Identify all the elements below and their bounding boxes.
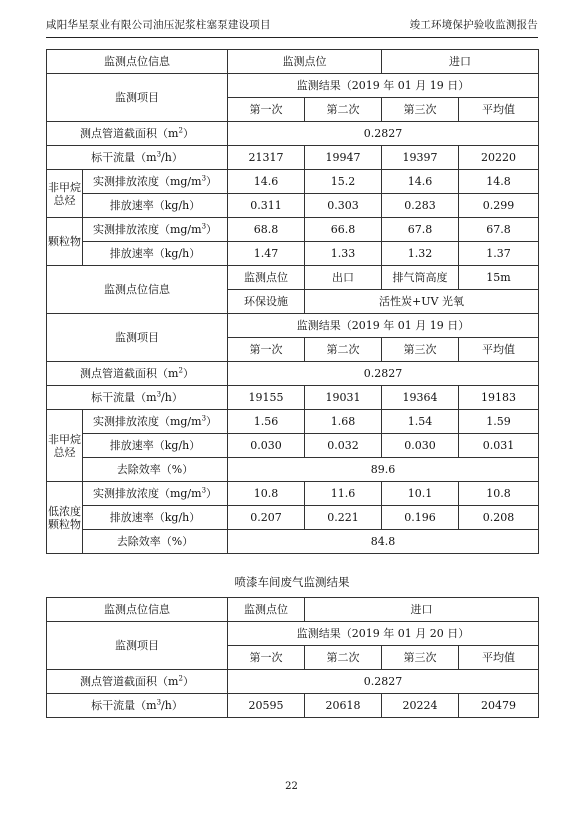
area-value: 0.2827 xyxy=(228,122,539,146)
table-cell: 67.8 xyxy=(382,218,459,242)
table-cell: 20479 xyxy=(459,694,539,718)
table-cell: 14.8 xyxy=(459,170,539,194)
col-first: 第一次 xyxy=(228,98,305,122)
efficiency-value: 89.6 xyxy=(228,458,539,482)
col-first: 第一次 xyxy=(228,338,305,362)
flow-label: 标干流量$(m^3/h)$ xyxy=(47,694,228,718)
table-cell: 19947 xyxy=(305,146,382,170)
table-cell: 20618 xyxy=(305,694,382,718)
col-average: 平均值 xyxy=(459,98,539,122)
table-cell: 0.031 xyxy=(459,434,539,458)
table-row xyxy=(47,146,539,170)
table-cell: 19031 xyxy=(305,386,382,410)
table-cell: 11.6 xyxy=(305,482,382,506)
point-value-spray: 进口 xyxy=(305,598,539,622)
col-second: 第二次 xyxy=(305,646,382,670)
table-cell: 19397 xyxy=(382,146,459,170)
table-cell: 0.221 xyxy=(305,506,382,530)
table-cell: 1.32 xyxy=(382,242,459,266)
col-average: 平均值 xyxy=(459,338,539,362)
flow-label: 标干流量$(m^3/h)$ xyxy=(47,386,228,410)
item-label: 监测项目 xyxy=(47,74,228,122)
page-header xyxy=(46,13,538,33)
flow-label: 标干流量$(m^3/h)$ xyxy=(47,146,228,170)
table-cell: 0.030 xyxy=(382,434,459,458)
result-title-inlet: 监测结果（2019 年 01 月 19 日） xyxy=(228,74,539,98)
table-row xyxy=(47,122,539,146)
env-facility-value: 活性炭+UV 光氧 xyxy=(305,290,539,314)
col-third: 第三次 xyxy=(382,338,459,362)
env-facility-label: 环保设施 xyxy=(228,290,305,314)
point-label: 监测点位 xyxy=(228,50,382,74)
table-cell: 20595 xyxy=(228,694,305,718)
table-row xyxy=(47,670,539,694)
header-report-title: 竣工环境保护验收监测报告 xyxy=(409,19,538,31)
table-cell: 1.68 xyxy=(305,410,382,434)
col-third: 第三次 xyxy=(382,646,459,670)
area-label: 测点管道截面积$(m^2)$ xyxy=(47,122,228,146)
stack-height-label: 排气筒高度 xyxy=(382,266,459,290)
table-cell: 0.283 xyxy=(382,194,459,218)
table-cell: 1.33 xyxy=(305,242,382,266)
table-cell: 0.208 xyxy=(459,506,539,530)
efficiency-label: 去除效率（%） xyxy=(83,530,228,554)
table-row xyxy=(47,194,539,218)
table-row xyxy=(47,266,539,290)
area-value: 0.2827 xyxy=(228,362,539,386)
conc-label: 实测排放浓度$(mg/m^3)$ xyxy=(83,170,228,194)
table-cell: 10.8 xyxy=(459,482,539,506)
header-rule xyxy=(46,37,538,38)
table-cell: 19155 xyxy=(228,386,305,410)
table-cell: 0.030 xyxy=(228,434,305,458)
col-first: 第一次 xyxy=(228,646,305,670)
table-cell: 0.299 xyxy=(459,194,539,218)
table-cell: 20220 xyxy=(459,146,539,170)
result-title-spray: 监测结果（2019 年 01 月 20 日） xyxy=(228,622,539,646)
point-label: 监测点位 xyxy=(228,598,305,622)
table-row xyxy=(47,598,539,622)
table-cell: 1.56 xyxy=(228,410,305,434)
pollutant-low-pm: 低浓度颗粒物 xyxy=(47,482,83,554)
area-label: 测点管道截面积$(m^2)$ xyxy=(47,362,228,386)
table-cell: 0.032 xyxy=(305,434,382,458)
table-cell: 10.8 xyxy=(228,482,305,506)
col-second: 第二次 xyxy=(305,98,382,122)
table-cell: 0.303 xyxy=(305,194,382,218)
table-cell: 1.54 xyxy=(382,410,459,434)
table-cell: 14.6 xyxy=(228,170,305,194)
table-row xyxy=(47,74,539,98)
area-label: 测点管道截面积$(m^2)$ xyxy=(47,670,228,694)
table-cell: 0.311 xyxy=(228,194,305,218)
table-cell: 19364 xyxy=(382,386,459,410)
table-row xyxy=(47,622,539,646)
conc-label: 实测排放浓度$(mg/m^3)$ xyxy=(83,218,228,242)
col-average: 平均值 xyxy=(459,646,539,670)
table-row xyxy=(47,314,539,338)
table-cell: 67.8 xyxy=(459,218,539,242)
table-cell: 66.8 xyxy=(305,218,382,242)
point-info-label: 监测点位信息 xyxy=(47,598,228,622)
conc-label: 实测排放浓度$(mg/m^3)$ xyxy=(83,410,228,434)
table-row xyxy=(47,434,539,458)
table-cell: 14.6 xyxy=(382,170,459,194)
item-label: 监测项目 xyxy=(47,622,228,670)
col-second: 第二次 xyxy=(305,338,382,362)
table-cell: 15.2 xyxy=(305,170,382,194)
pollutant-nmhc: 非甲烷总烃 xyxy=(47,170,83,218)
efficiency-label: 去除效率（%） xyxy=(83,458,228,482)
efficiency-value: 84.8 xyxy=(228,530,539,554)
section-title: 喷漆车间废气监测结果 xyxy=(234,575,350,589)
item-label: 监测项目 xyxy=(47,314,228,362)
col-third: 第三次 xyxy=(382,98,459,122)
table-cell: 1.37 xyxy=(459,242,539,266)
area-value: 0.2827 xyxy=(228,670,539,694)
table-cell: 0.196 xyxy=(382,506,459,530)
point-info-label: 监测点位信息 xyxy=(47,50,228,74)
table-row xyxy=(47,530,539,554)
conc-label: 实测排放浓度$(mg/m^3)$ xyxy=(83,482,228,506)
table-row xyxy=(47,410,539,434)
table-row xyxy=(47,242,539,266)
table-cell: 10.1 xyxy=(382,482,459,506)
table-cell: 68.8 xyxy=(228,218,305,242)
point-info-label: 监测点位信息 xyxy=(47,266,228,314)
point-value-inlet: 进口 xyxy=(382,50,539,74)
table-cell: 0.207 xyxy=(228,506,305,530)
table-row xyxy=(47,386,539,410)
pollutant-pm: 颗粒物 xyxy=(47,218,83,266)
stack-height-value: 15m xyxy=(459,266,539,290)
table-row xyxy=(47,362,539,386)
table-cell: 1.59 xyxy=(459,410,539,434)
monitoring-table-spray xyxy=(46,597,539,718)
table-row xyxy=(47,694,539,718)
table-row xyxy=(47,50,539,74)
page-number: 22 xyxy=(285,781,298,792)
point-label: 监测点位 xyxy=(228,266,305,290)
rate-label: 排放速率（kg/h） xyxy=(83,434,228,458)
table-cell: 20224 xyxy=(382,694,459,718)
table-row xyxy=(47,506,539,530)
rate-label: 排放速率（kg/h） xyxy=(83,194,228,218)
pollutant-nmhc: 非甲烷总烃 xyxy=(47,410,83,482)
table-row xyxy=(47,170,539,194)
table-cell: 21317 xyxy=(228,146,305,170)
rate-label: 排放速率（kg/h） xyxy=(83,242,228,266)
header-project: 咸阳华星泵业有限公司油压泥浆柱塞泵建设项目 xyxy=(46,19,271,31)
table-cell: 1.47 xyxy=(228,242,305,266)
monitoring-table-main xyxy=(46,49,539,554)
table-row xyxy=(47,218,539,242)
table-row xyxy=(47,482,539,506)
rate-label: 排放速率（kg/h） xyxy=(83,506,228,530)
result-title-outlet: 监测结果（2019 年 01 月 19 日） xyxy=(228,314,539,338)
table-cell: 19183 xyxy=(459,386,539,410)
table-row xyxy=(47,458,539,482)
point-value-outlet: 出口 xyxy=(305,266,382,290)
